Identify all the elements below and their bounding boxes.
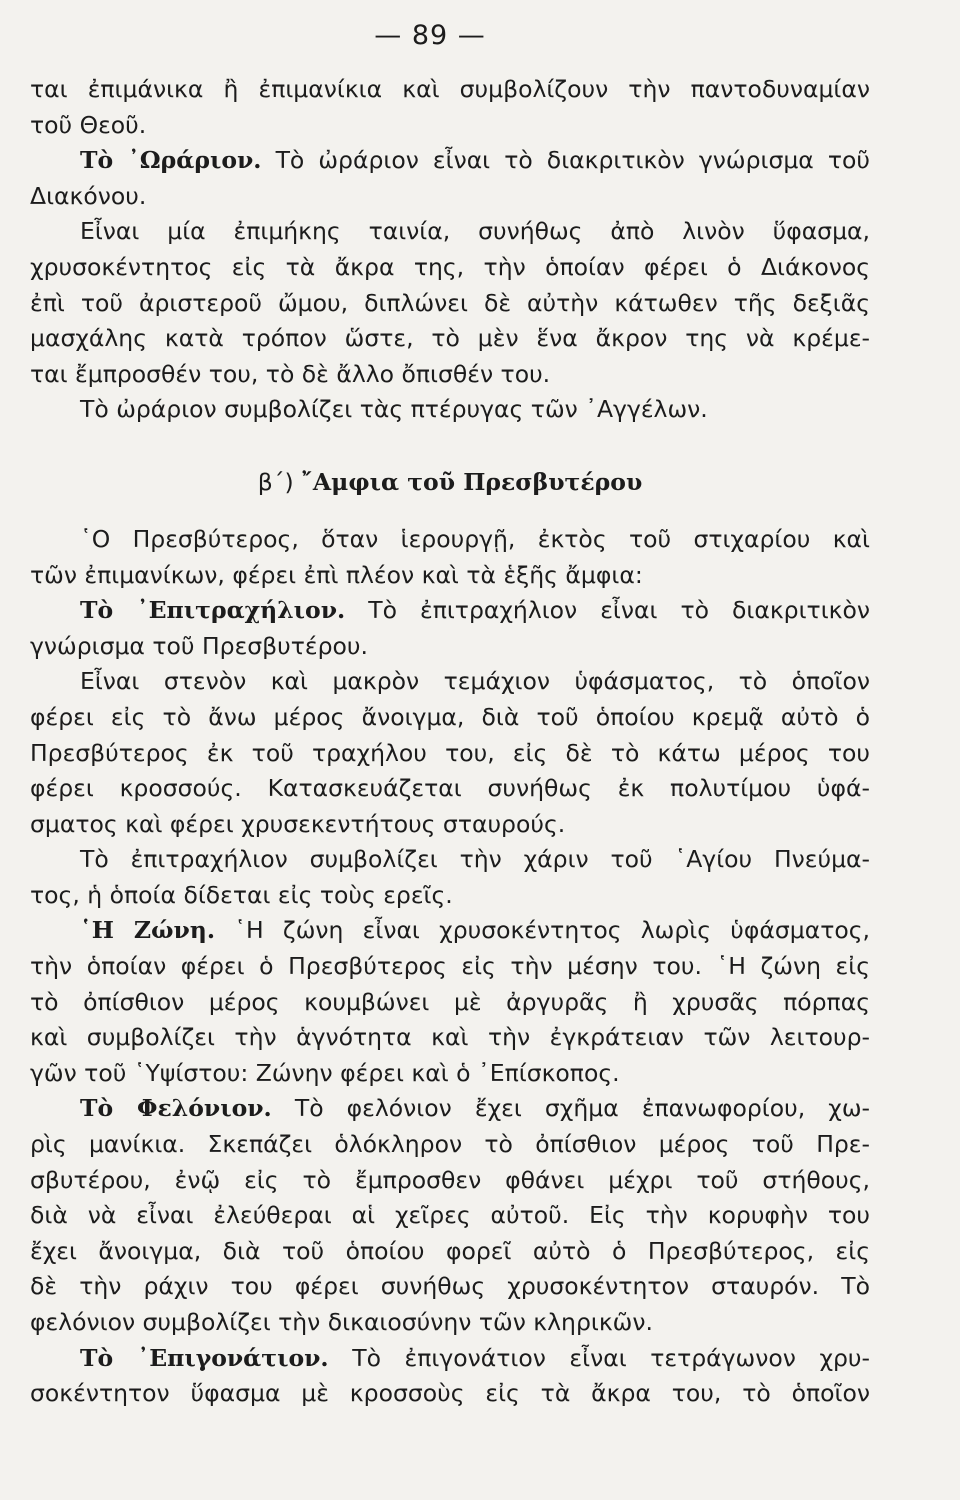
line-text: Τὸ ἐπιτραχήλιον συμβολίζει τὴν χάριν τοῦ ῾Αγίου Πνεύμα- [80, 845, 870, 874]
line-text: Τὸ ὠράριον εἶναι τὸ διακριτικὸν γνώρισμα τοῦ [261, 146, 870, 175]
line-text: ῾Η ζώνη εἶναι χρυσοκέντητος λωρὶς ὑφάσματος, [215, 916, 870, 945]
line-text: ται ἐπιμάνικα ἢ ἐπιμανίκια καὶ συμβολίζουν τὴν παντοδυναμίαν [30, 75, 870, 103]
line-text: διὰ νὰ εἶναι ἐλεύθεραι αἱ χεῖρες αὐτοῦ. Εἰς τὴν κορυφὴν του [30, 1201, 870, 1230]
text-line [30, 807, 870, 843]
term-label: Τὸ ᾽Ωράριον. [80, 146, 262, 175]
text-line [30, 1376, 870, 1412]
term-label: Τὸ ᾽Επιγονάτιον. [80, 1343, 329, 1372]
text-line [30, 1127, 870, 1163]
text-part-2 [30, 522, 870, 1412]
text-line [30, 321, 870, 357]
text-line [30, 664, 870, 700]
text-line [30, 1091, 870, 1127]
line-text: σματος καὶ φέρει χρυσεκεντήτους σταυρούς. [30, 809, 566, 838]
text-line [30, 522, 870, 558]
text-line [30, 842, 870, 878]
line-text: καὶ συμβολίζει τὴν ἁγνότητα καὶ τὴν ἐγκράτειαν τῶν λειτουρ- [30, 1023, 870, 1052]
line-text: τὴν ὁποίαν φέρει ὁ Πρεσβύτερος εἰς τὴν μέσην του. ῾Η ζώνη εἰς [30, 952, 870, 981]
section-heading-prefix: β΄) [257, 467, 302, 496]
line-text: Πρεσβύτερος ἐκ τοῦ τραχήλου του, εἰς δὲ τὸ κάτω μέρος του [30, 738, 870, 767]
text-line [30, 1341, 870, 1377]
text-line [30, 72, 870, 108]
text-part-1 [30, 72, 870, 428]
text-line [30, 878, 870, 914]
line-text: Τὸ ὠράριον συμβολίζει τὰς πτέρυγας τῶν ᾽Αγγέλων. [80, 395, 708, 424]
line-text: Διακόνου. [30, 181, 147, 210]
text-line [30, 392, 870, 428]
line-text: μασχάλης κατὰ τρόπον ὥστε, τὸ μὲν ἕνα ἄκρον της νὰ κρέμε- [30, 324, 870, 353]
line-text: Τὸ ἐπιγονάτιον εἶναι τετράγωνον χρυ- [328, 1343, 870, 1372]
line-text: ῾Ο Πρεσβύτερος, ὅταν ἱερουργῇ, ἐκτὸς τοῦ στιχαρίου καὶ [80, 524, 870, 553]
term-label: Τὸ ᾽Επιτραχήλιον. [80, 596, 346, 625]
line-text: γνώρισμα τοῦ Πρεσβυτέρου. [30, 631, 368, 660]
text-line [30, 108, 870, 144]
line-text: δὲ τὴν ράχιν του φέρει συνήθως χρυσοκέντητον σταυρόν. Τὸ [30, 1272, 870, 1301]
line-text: τοῦ Θεοῦ. [30, 110, 147, 139]
line-text: φέρει εἰς τὸ ἄνω μέρος ἄνοιγμα, διὰ τοῦ ὁποίου κρεμᾷ αὐτὸ ὁ [30, 702, 870, 731]
line-text: σοκέντητον ὕφασμα μὲ κροσσοὺς εἰς τὰ ἄκρα του, τὸ ὁποῖον [30, 1379, 870, 1408]
text-line [30, 1234, 870, 1270]
text-line [30, 593, 870, 629]
term-label: ῾Η Ζώνη. [80, 916, 216, 945]
text-line [30, 143, 870, 179]
text-line [30, 1056, 870, 1092]
text-line [30, 286, 870, 322]
line-text: τος, ἡ ὁποία δίδεται εἰς τοὺς ερεῖς. [30, 880, 453, 909]
text-line [30, 736, 870, 772]
line-text: τῶν ἐπιμανίκων, φέρει ἐπὶ πλέον καὶ τὰ ἑξῆς ἄμφια: [30, 560, 643, 589]
text-line [30, 771, 870, 807]
page-number: — 89 — [374, 20, 486, 51]
text-line [30, 357, 870, 393]
text-line [30, 1163, 870, 1199]
text-line [30, 629, 870, 665]
body-text [30, 72, 870, 1412]
line-text: φέρει κροσσούς. Κατασκευάζεται συνήθως ἐκ πολυτίμου ὑφά- [30, 774, 870, 803]
line-text: ρὶς μανίκια. Σκεπάζει ὁλόκληρον τὸ ὀπίσθιον μέρος τοῦ Πρε- [30, 1130, 870, 1159]
line-text: γῶν τοῦ ῾Υψίστου: Ζώνην φέρει καὶ ὁ ᾽Επίσκοπος. [30, 1058, 620, 1087]
line-text: χρυσοκέντητος εἰς τὰ ἄκρα της, τὴν ὁποίαν φέρει ὁ Διάκονος [30, 252, 870, 281]
line-text: Τὸ ἐπιτραχήλιον εἶναι τὸ διακριτικὸν [345, 596, 870, 625]
text-line [30, 1269, 870, 1305]
line-text: ἔχει ἄνοιγμα, διὰ τοῦ ὁποίου φορεῖ αὐτὸ ὁ Πρεσβύτερος, εἰς [30, 1236, 870, 1265]
line-text: σβυτέρου, ἐνῷ εἰς τὸ ἔμπροσθεν φθάνει μέχρι τοῦ στήθους, [30, 1165, 870, 1194]
text-line [30, 250, 870, 286]
line-text: Εἶναι στενὸν καὶ μακρὸν τεμάχιον ὑφάσματος, τὸ ὁποῖον [80, 667, 870, 696]
text-line [30, 179, 870, 215]
line-text: τὸ ὀπίσθιον μέρος κουμβώνει μὲ ἀργυρᾶς ἢ χρυσᾶς πόρπας [30, 987, 870, 1016]
line-text: φελόνιον συμβολίζει τὴν δικαιοσύνην τῶν κληρικῶν. [30, 1308, 653, 1336]
text-line [30, 913, 870, 949]
line-text: ἐπὶ τοῦ ἀριστεροῦ ὤμου, διπλώνει δὲ αὐτὴν κάτωθεν τῆς δεξιᾶς [30, 288, 870, 317]
line-text: Εἶναι μία ἐπιμήκης ταινία, συνήθως ἀπὸ λινὸν ὕφασμα, [80, 217, 870, 246]
text-line [30, 949, 870, 985]
section-heading [30, 462, 870, 502]
text-line [30, 700, 870, 736]
text-line [30, 558, 870, 594]
section-heading-title: ῎Αμφια τοῦ Πρεσβυτέρου [301, 467, 643, 496]
term-label: Τὸ Φελόνιον. [80, 1094, 272, 1123]
text-line [30, 1198, 870, 1234]
text-line [30, 985, 870, 1021]
text-line [30, 1020, 870, 1056]
line-text: Τὸ φελόνιον ἔχει σχῆμα ἐπανωφορίου, χω- [271, 1094, 870, 1123]
text-line [30, 214, 870, 250]
text-line [30, 1305, 870, 1341]
line-text: ται ἔμπροσθέν του, τὸ δὲ ἄλλο ὄπισθέν του. [30, 359, 551, 388]
